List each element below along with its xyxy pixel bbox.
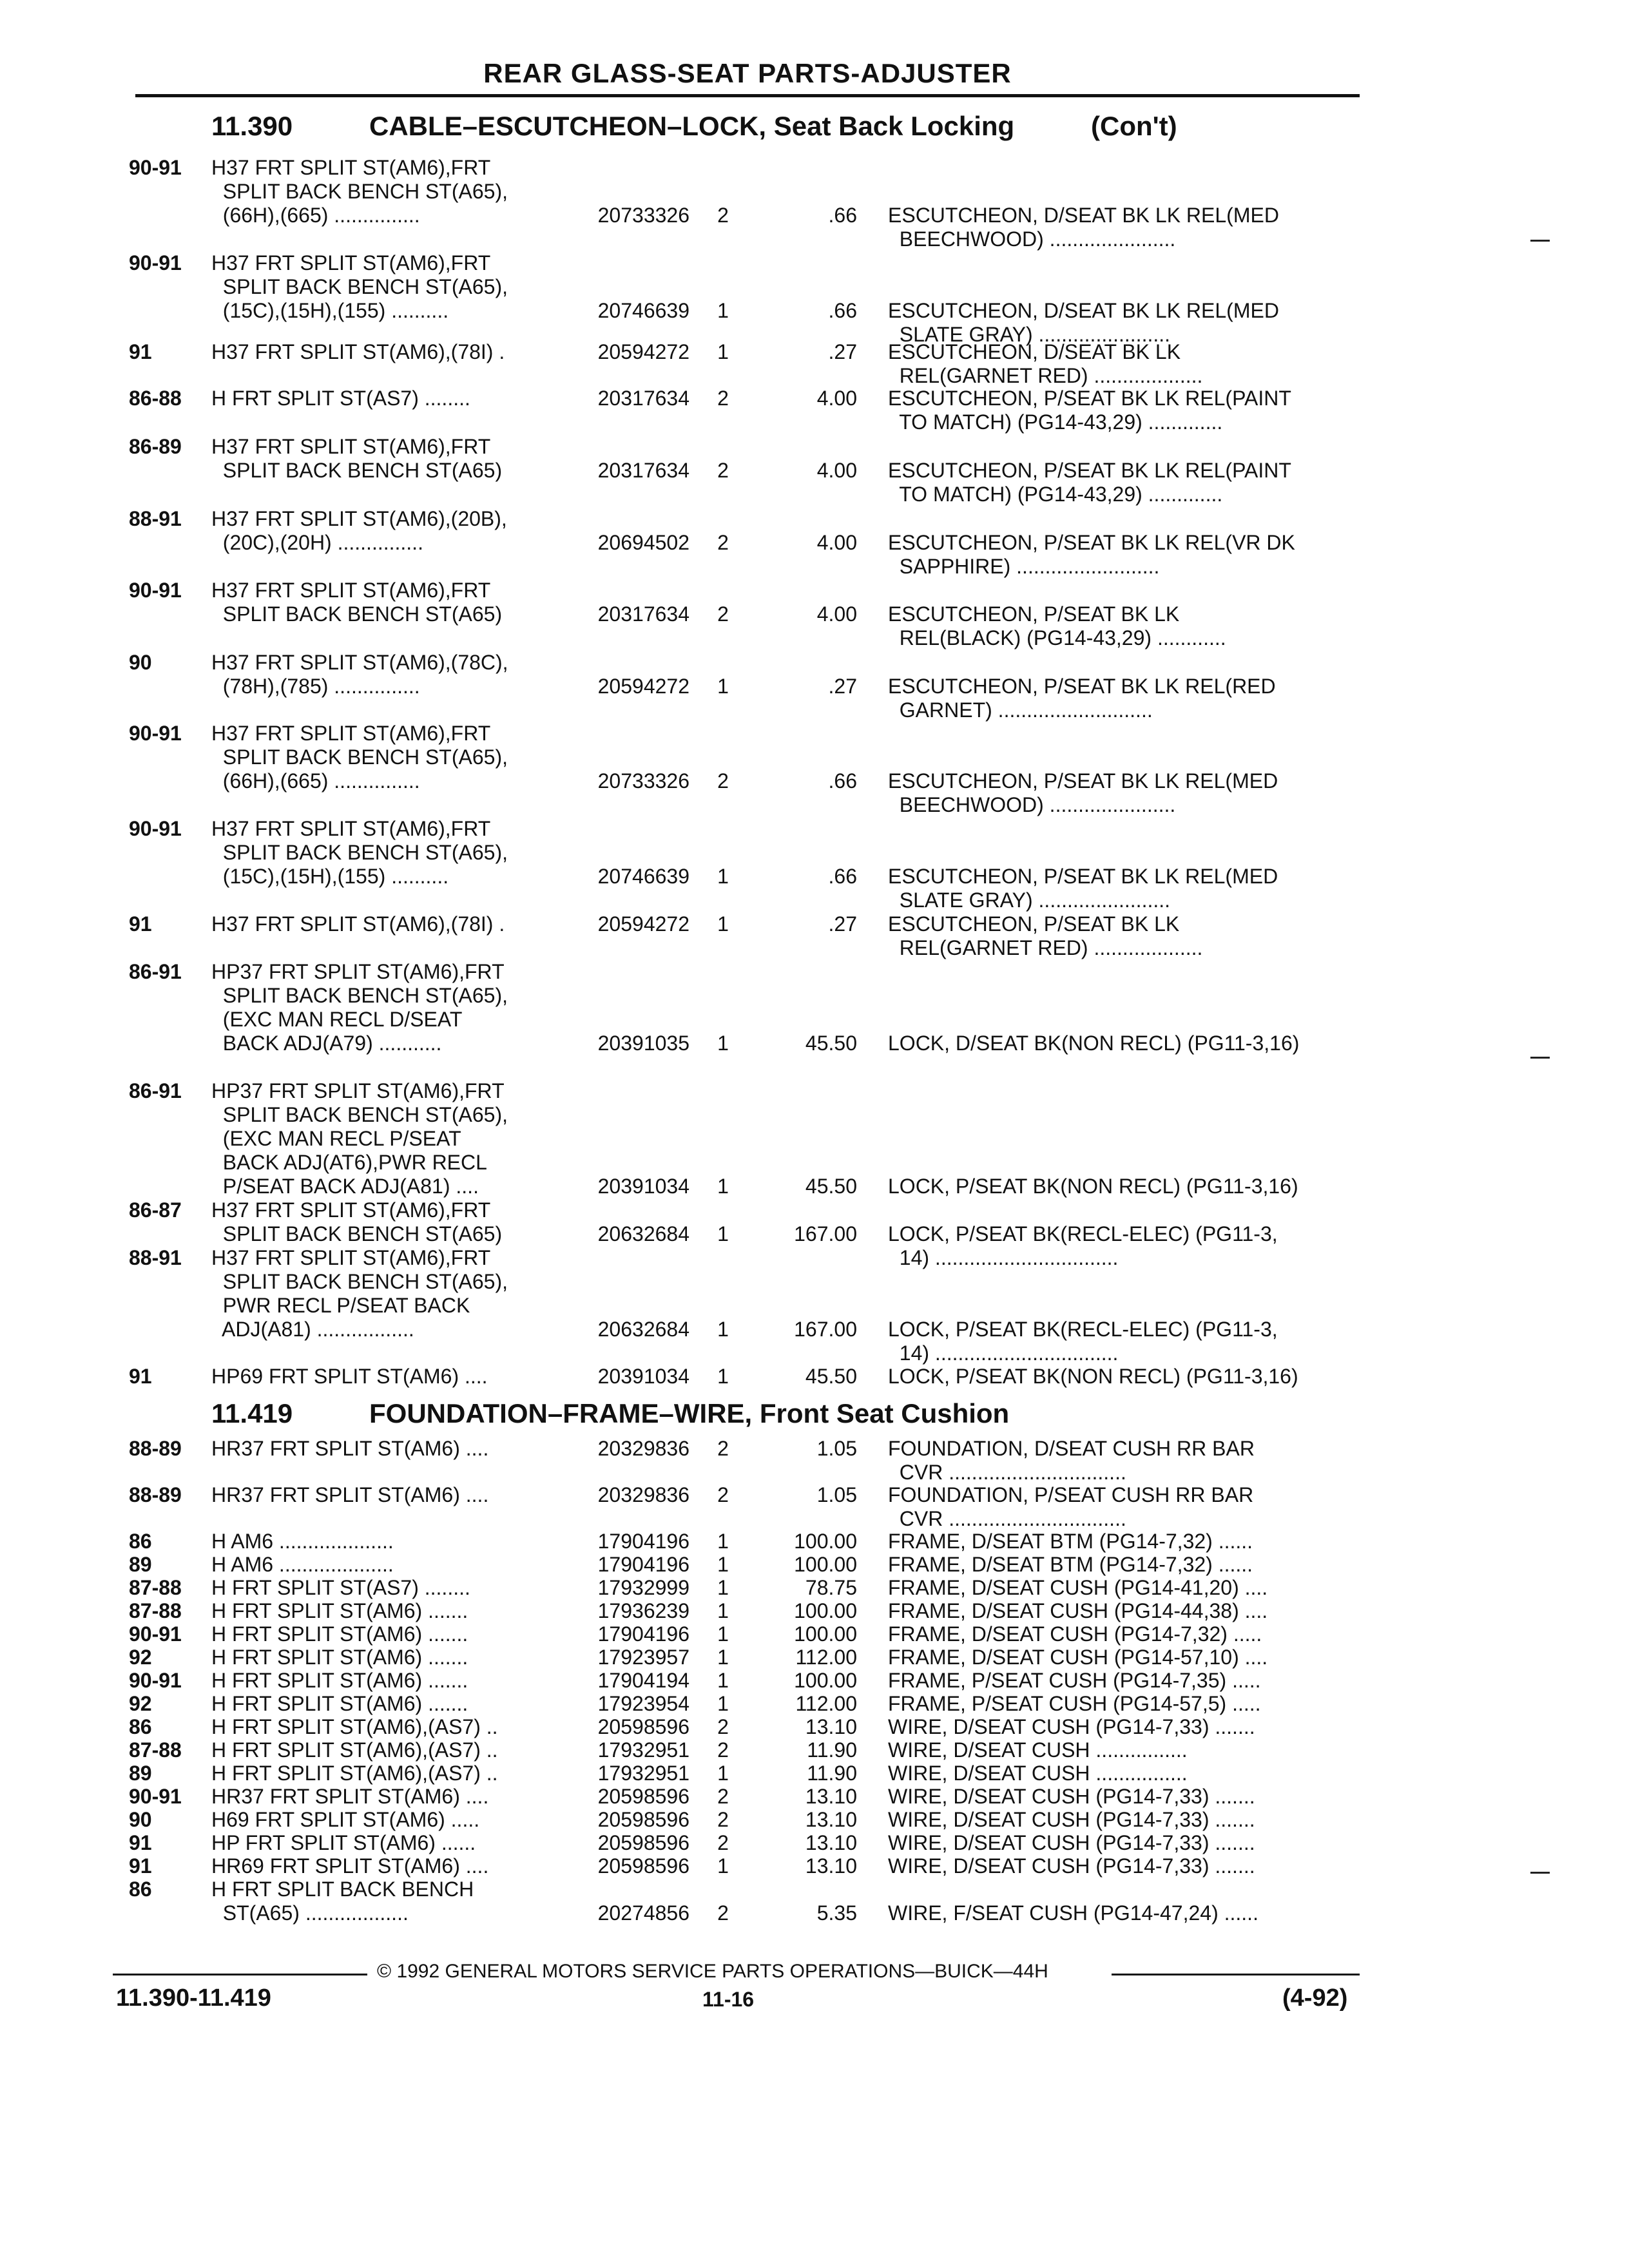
price: 45.50 [805, 1175, 857, 1198]
part-number: 17932951 [597, 1762, 689, 1785]
section-heading [211, 1398, 1371, 1432]
application: H37 FRT SPLIT ST(AM6),(20B), (20C),(20H) ............... [211, 507, 507, 554]
application: H AM6 .................... [211, 1530, 394, 1553]
margin-mark [1530, 1057, 1550, 1059]
part-description: WIRE, D/SEAT CUSH (PG14-7,33) ....... [888, 1854, 1255, 1878]
application: H FRT SPLIT ST(AS7) ........ [211, 387, 470, 410]
quantity: 1 [717, 1762, 729, 1785]
part-number: 17923954 [597, 1692, 689, 1715]
footer-copyright: © 1992 GENERAL MOTORS SERVICE PARTS OPERATIONS—BUICK—44H [377, 1961, 1048, 1982]
part-description: ESCUTCHEON, P/SEAT BK LK REL(BLACK) (PG14-43,29) ............ [888, 602, 1226, 649]
part-number: 17904194 [597, 1669, 689, 1692]
application: H FRT SPLIT ST(AS7) ........ [211, 1576, 470, 1599]
part-number: 17904196 [597, 1622, 689, 1646]
part-description: FRAME, D/SEAT CUSH (PG14-41,20) .... [888, 1576, 1268, 1599]
model-years: 90-91 [129, 1622, 182, 1646]
model-years: 91 [129, 1365, 152, 1388]
application: H FRT SPLIT ST(AM6),(AS7) .. [211, 1738, 498, 1762]
quantity: 1 [717, 865, 729, 888]
part-description: FRAME, P/SEAT CUSH (PG14-7,35) ..... [888, 1669, 1261, 1692]
section-continued: (Con't) [1091, 111, 1177, 141]
model-years: 91 [129, 340, 152, 363]
quantity: 2 [717, 769, 729, 793]
application: HR37 FRT SPLIT ST(AM6) .... [211, 1483, 489, 1506]
price: 11.90 [807, 1762, 857, 1785]
model-years: 89 [129, 1553, 152, 1576]
part-number: 20317634 [597, 602, 689, 626]
quantity: 1 [717, 1576, 729, 1599]
quantity: 1 [717, 1854, 729, 1878]
part-number: 20632684 [597, 1318, 689, 1341]
price: 78.75 [805, 1576, 857, 1599]
price: 167.00 [794, 1318, 857, 1341]
part-number: 20598596 [597, 1808, 689, 1831]
part-number: 20733326 [597, 204, 689, 227]
part-number: 20746639 [597, 299, 689, 322]
part-number: 20733326 [597, 769, 689, 793]
model-years: 91 [129, 912, 152, 936]
section-title: FOUNDATION–FRAME–WIRE, Front Seat Cushion [369, 1398, 1010, 1428]
price: 100.00 [794, 1622, 857, 1646]
model-years: 86-91 [129, 960, 182, 983]
part-number: 17936239 [597, 1599, 689, 1622]
quantity: 1 [717, 1365, 729, 1388]
part-description: ESCUTCHEON, D/SEAT BK LK REL(GARNET RED) ................... [888, 340, 1203, 387]
price: .66 [828, 204, 857, 227]
model-years: 86 [129, 1878, 152, 1901]
model-years: 86-89 [129, 435, 182, 458]
part-description: ESCUTCHEON, P/SEAT BK LK REL(VR DK SAPPHIRE) ......................... [888, 531, 1295, 578]
price: 1.05 [816, 1437, 857, 1460]
part-description: FRAME, P/SEAT CUSH (PG14-57,5) ..... [888, 1692, 1261, 1715]
model-years: 88-91 [129, 507, 182, 530]
quantity: 1 [717, 1032, 729, 1055]
model-years: 86-87 [129, 1198, 182, 1222]
part-description: ESCUTCHEON, P/SEAT BK LK REL(PAINT TO MATCH) (PG14-43,29) ............. [888, 459, 1291, 506]
part-number: 20594272 [597, 675, 689, 698]
part-description: WIRE, D/SEAT CUSH (PG14-7,33) ....... [888, 1715, 1255, 1738]
part-description: WIRE, D/SEAT CUSH (PG14-7,33) ....... [888, 1785, 1255, 1808]
title-rule [135, 94, 1360, 97]
application: HR37 FRT SPLIT ST(AM6) .... [211, 1785, 489, 1808]
price: 13.10 [805, 1808, 857, 1831]
part-number: 20391035 [597, 1032, 689, 1055]
part-description: FOUNDATION, P/SEAT CUSH RR BAR CVR ............................... [888, 1483, 1254, 1530]
part-number: 20391034 [597, 1175, 689, 1198]
application: H FRT SPLIT ST(AM6) ....... [211, 1622, 468, 1646]
footer-revision-date: (4-92) [1282, 1984, 1348, 2012]
part-description: FRAME, D/SEAT BTM (PG14-7,32) ...... [888, 1553, 1253, 1576]
quantity: 2 [717, 1738, 729, 1762]
quantity: 1 [717, 1318, 729, 1341]
application: H FRT SPLIT ST(AM6),(AS7) .. [211, 1762, 498, 1785]
application: H37 FRT SPLIT ST(AM6),FRT SPLIT BACK BENCH ST(A65), (15C),(15H),(155) .......... [211, 817, 508, 888]
model-years: 86 [129, 1715, 152, 1738]
application: HR69 FRT SPLIT ST(AM6) .... [211, 1854, 489, 1878]
application: H37 FRT SPLIT ST(AM6),FRT SPLIT BACK BENCH ST(A65), PWR RECL P/SEAT BACK ADJ(A81) ................. [211, 1246, 508, 1341]
price: 11.90 [807, 1738, 857, 1762]
part-description: FRAME, D/SEAT CUSH (PG14-57,10) .... [888, 1646, 1268, 1669]
price: 45.50 [805, 1032, 857, 1055]
price: .66 [828, 769, 857, 793]
price: 45.50 [805, 1365, 857, 1388]
part-description: ESCUTCHEON, D/SEAT BK LK REL(MED BEECHWOOD) ...................... [888, 204, 1279, 251]
model-years: 89 [129, 1762, 152, 1785]
price: 13.10 [805, 1715, 857, 1738]
quantity: 1 [717, 1175, 729, 1198]
part-number: 17904196 [597, 1553, 689, 1576]
application: HP37 FRT SPLIT ST(AM6),FRT SPLIT BACK BENCH ST(A65), (EXC MAN RECL D/SEAT BACK ADJ(A79) ........... [211, 960, 508, 1055]
part-number: 20391034 [597, 1365, 689, 1388]
part-number: 20694502 [597, 531, 689, 554]
price: .27 [828, 340, 857, 363]
part-description: WIRE, D/SEAT CUSH ................ [888, 1738, 1188, 1762]
part-number: 20598596 [597, 1715, 689, 1738]
section-heading [211, 111, 1371, 144]
quantity: 2 [717, 1808, 729, 1831]
model-years: 90-91 [129, 1669, 182, 1692]
application: H FRT SPLIT ST(AM6),(AS7) .. [211, 1715, 498, 1738]
quantity: 1 [717, 299, 729, 322]
part-number: 20594272 [597, 912, 689, 936]
footer-rule-right [1112, 1974, 1360, 1975]
part-number: 20598596 [597, 1785, 689, 1808]
quantity: 1 [717, 340, 729, 363]
part-description: ESCUTCHEON, P/SEAT BK LK REL(MED SLATE GRAY) ....................... [888, 865, 1278, 912]
model-years: 88-91 [129, 1246, 182, 1269]
application: HP37 FRT SPLIT ST(AM6),FRT SPLIT BACK BENCH ST(A65), (EXC MAN RECL P/SEAT BACK ADJ(AT6),PWR RECL P/SEAT BACK ADJ(A81) .... [211, 1079, 508, 1198]
part-number: 17932999 [597, 1576, 689, 1599]
part-description: ESCUTCHEON, P/SEAT BK LK REL(RED GARNET) ........................... [888, 675, 1276, 722]
application: HP69 FRT SPLIT ST(AM6) .... [211, 1365, 488, 1388]
part-description: FRAME, D/SEAT CUSH (PG14-7,32) ..... [888, 1622, 1262, 1646]
model-years: 90-91 [129, 817, 182, 840]
section-number: 11.390 [211, 111, 293, 141]
quantity: 2 [717, 1483, 729, 1506]
part-description: ESCUTCHEON, D/SEAT BK LK REL(MED SLATE GRAY) ....................... [888, 299, 1279, 346]
quantity: 2 [717, 459, 729, 482]
part-number: 20317634 [597, 387, 689, 410]
application: H FRT SPLIT ST(AM6) ....... [211, 1692, 468, 1715]
price: 112.00 [795, 1692, 857, 1715]
price: 5.35 [816, 1901, 857, 1925]
section-title: CABLE–ESCUTCHEON–LOCK, Seat Back Locking [369, 111, 1015, 141]
part-description: LOCK, P/SEAT BK(RECL-ELEC) (PG11-3, 14) ................................ [888, 1318, 1278, 1365]
price: 112.00 [795, 1646, 857, 1669]
application: H37 FRT SPLIT ST(AM6),FRT SPLIT BACK BENCH ST(A65) [211, 579, 503, 626]
application: H37 FRT SPLIT ST(AM6),FRT SPLIT BACK BENCH ST(A65), (66H),(665) ............... [211, 722, 508, 793]
part-number: 20329836 [597, 1437, 689, 1460]
quantity: 2 [717, 1715, 729, 1738]
quantity: 2 [717, 602, 729, 626]
application: H FRT SPLIT ST(AM6) ....... [211, 1669, 468, 1692]
application: H37 FRT SPLIT ST(AM6),FRT SPLIT BACK BENCH ST(A65) [211, 435, 503, 482]
model-years: 86-91 [129, 1079, 182, 1102]
quantity: 1 [717, 1553, 729, 1576]
price: 4.00 [816, 459, 857, 482]
part-number: 17904196 [597, 1530, 689, 1553]
part-number: 20598596 [597, 1831, 689, 1854]
application: H37 FRT SPLIT ST(AM6),FRT SPLIT BACK BENCH ST(A65), (66H),(665) ............... [211, 156, 508, 227]
price: .66 [828, 299, 857, 322]
application: H37 FRT SPLIT ST(AM6),FRT SPLIT BACK BENCH ST(A65) [211, 1198, 503, 1245]
application: H FRT SPLIT ST(AM6) ....... [211, 1646, 468, 1669]
part-number: 20632684 [597, 1222, 689, 1245]
price: 4.00 [816, 387, 857, 410]
part-number: 17923957 [597, 1646, 689, 1669]
price: 100.00 [794, 1553, 857, 1576]
part-description: WIRE, D/SEAT CUSH (PG14-7,33) ....... [888, 1831, 1255, 1854]
part-number: 20746639 [597, 865, 689, 888]
quantity: 2 [717, 1437, 729, 1460]
part-description: FRAME, D/SEAT BTM (PG14-7,32) ...... [888, 1530, 1253, 1553]
part-number: 20329836 [597, 1483, 689, 1506]
part-number: 20274856 [597, 1901, 689, 1925]
footer-section-range: 11.390-11.419 [116, 1984, 271, 2012]
model-years: 90-91 [129, 1785, 182, 1808]
model-years: 90-91 [129, 579, 182, 602]
application: H69 FRT SPLIT ST(AM6) ..... [211, 1808, 480, 1831]
part-number: 17932951 [597, 1738, 689, 1762]
quantity: 1 [717, 1222, 729, 1245]
quantity: 1 [717, 1646, 729, 1669]
application: H37 FRT SPLIT ST(AM6),FRT SPLIT BACK BENCH ST(A65), (15C),(15H),(155) .......... [211, 251, 508, 322]
model-years: 90-91 [129, 156, 182, 179]
price: .66 [828, 865, 857, 888]
application: H37 FRT SPLIT ST(AM6),(78C), (78H),(785) ............... [211, 651, 508, 698]
quantity: 2 [717, 1785, 729, 1808]
section-number: 11.419 [211, 1398, 293, 1428]
price: 100.00 [794, 1530, 857, 1553]
part-description: LOCK, P/SEAT BK(NON RECL) (PG11-3,16) [888, 1175, 1298, 1198]
part-description: WIRE, D/SEAT CUSH (PG14-7,33) ....... [888, 1808, 1255, 1831]
model-years: 90-91 [129, 251, 182, 274]
quantity: 1 [717, 1669, 729, 1692]
model-years: 88-89 [129, 1437, 182, 1460]
margin-mark [1530, 240, 1550, 242]
margin-mark [1530, 1872, 1550, 1874]
part-description: ESCUTCHEON, P/SEAT BK LK REL(PAINT TO MATCH) (PG14-43,29) ............. [888, 387, 1291, 434]
quantity: 2 [717, 531, 729, 554]
model-years: 90 [129, 1808, 152, 1831]
application: HR37 FRT SPLIT ST(AM6) .... [211, 1437, 489, 1460]
price: 1.05 [816, 1483, 857, 1506]
price: 13.10 [805, 1785, 857, 1808]
application: H FRT SPLIT BACK BENCH ST(A65) .................. [211, 1878, 474, 1925]
part-description: LOCK, D/SEAT BK(NON RECL) (PG11-3,16) [888, 1032, 1300, 1055]
part-description: FOUNDATION, D/SEAT CUSH RR BAR CVR ............................... [888, 1437, 1255, 1484]
quantity: 2 [717, 1831, 729, 1854]
model-years: 86-88 [129, 387, 182, 410]
application: HP FRT SPLIT ST(AM6) ...... [211, 1831, 476, 1854]
model-years: 91 [129, 1831, 152, 1854]
price: 13.10 [805, 1854, 857, 1878]
model-years: 87-88 [129, 1599, 182, 1622]
model-years: 90 [129, 651, 152, 674]
quantity: 2 [717, 387, 729, 410]
model-years: 91 [129, 1854, 152, 1878]
price: .27 [828, 675, 857, 698]
price: .27 [828, 912, 857, 936]
part-number: 20317634 [597, 459, 689, 482]
part-description: LOCK, P/SEAT BK(RECL-ELEC) (PG11-3, 14) ................................ [888, 1222, 1278, 1269]
part-number: 20598596 [597, 1854, 689, 1878]
model-years: 92 [129, 1646, 152, 1669]
part-number: 20594272 [597, 340, 689, 363]
model-years: 86 [129, 1530, 152, 1553]
quantity: 1 [717, 912, 729, 936]
model-years: 88-89 [129, 1483, 182, 1506]
model-years: 87-88 [129, 1576, 182, 1599]
page-title: REAR GLASS-SEAT PARTS-ADJUSTER [483, 58, 1012, 88]
application: H37 FRT SPLIT ST(AM6),(78I) . [211, 912, 505, 936]
price: 100.00 [794, 1599, 857, 1622]
quantity: 1 [717, 1692, 729, 1715]
price: 4.00 [816, 602, 857, 626]
quantity: 1 [717, 1530, 729, 1553]
application: H AM6 .................... [211, 1553, 394, 1576]
application: H37 FRT SPLIT ST(AM6),(78I) . [211, 340, 505, 363]
price: 100.00 [794, 1669, 857, 1692]
model-years: 87-88 [129, 1738, 182, 1762]
part-description: ESCUTCHEON, P/SEAT BK LK REL(GARNET RED) ................... [888, 912, 1203, 959]
quantity: 1 [717, 1622, 729, 1646]
footer-rule-left [113, 1974, 367, 1975]
part-description: WIRE, F/SEAT CUSH (PG14-47,24) ...... [888, 1901, 1258, 1925]
footer-page-number: 11-16 [702, 1988, 755, 2011]
part-description: WIRE, D/SEAT CUSH ................ [888, 1762, 1188, 1785]
application: H FRT SPLIT ST(AM6) ....... [211, 1599, 468, 1622]
model-years: 90-91 [129, 722, 182, 745]
part-description: ESCUTCHEON, P/SEAT BK LK REL(MED BEECHWOOD) ...................... [888, 769, 1278, 816]
price: 4.00 [816, 531, 857, 554]
quantity: 2 [717, 204, 729, 227]
quantity: 1 [717, 675, 729, 698]
part-description: FRAME, D/SEAT CUSH (PG14-44,38) .... [888, 1599, 1268, 1622]
price: 13.10 [805, 1831, 857, 1854]
quantity: 1 [717, 1599, 729, 1622]
quantity: 2 [717, 1901, 729, 1925]
price: 167.00 [794, 1222, 857, 1245]
model-years: 92 [129, 1692, 152, 1715]
part-description: LOCK, P/SEAT BK(NON RECL) (PG11-3,16) [888, 1365, 1298, 1388]
